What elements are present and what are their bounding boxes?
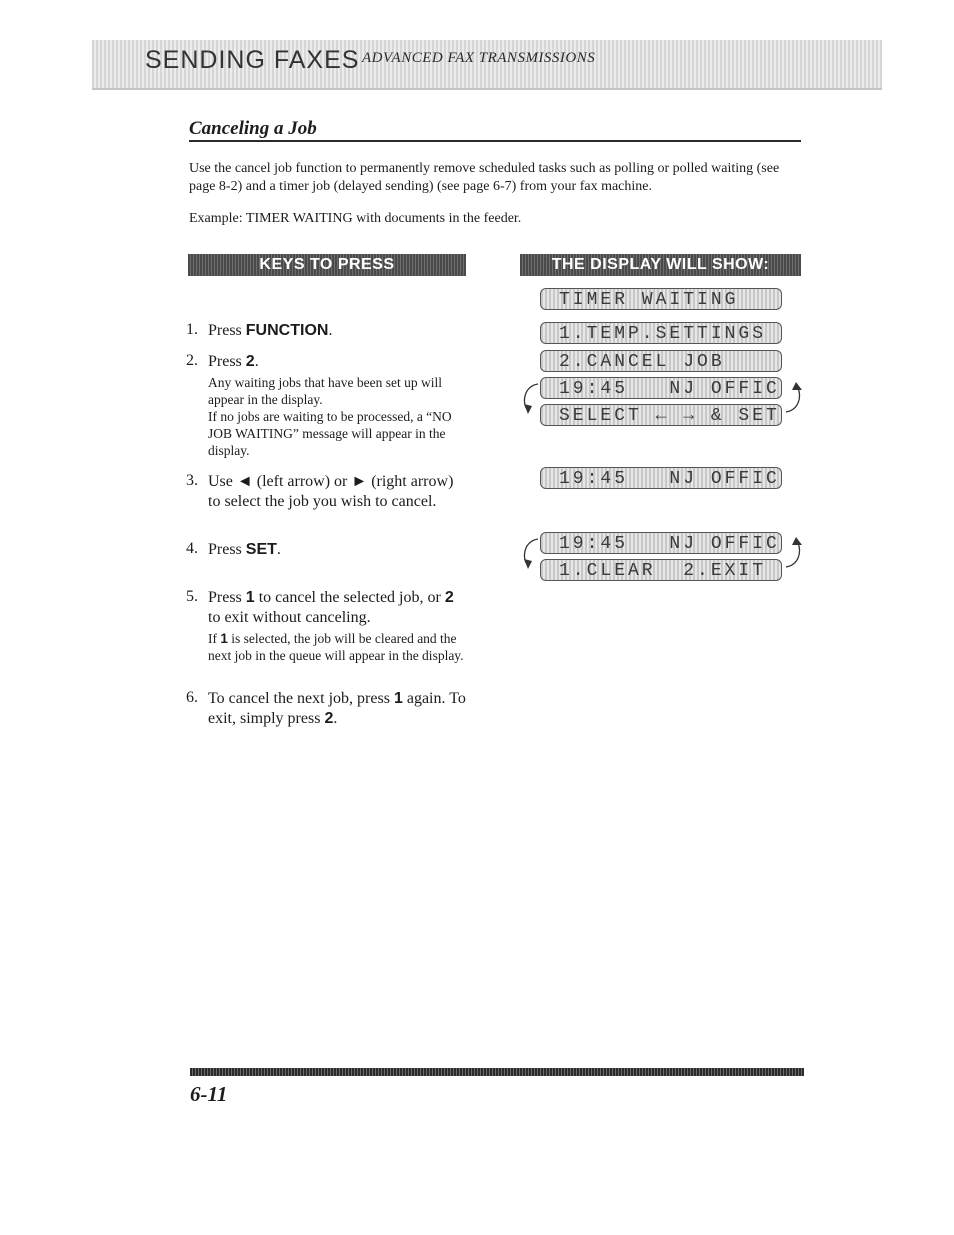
step-text-part: Use	[208, 473, 237, 490]
lcd-display-1: TIMER WAITING	[540, 288, 782, 310]
alternate-arrow-left-icon	[516, 535, 542, 575]
keys-to-press-heading: KEYS TO PRESS	[188, 254, 466, 276]
step-text-part: (right arrow) to select the job you wish to cancel.	[208, 473, 454, 510]
step-text	[208, 540, 466, 560]
alternate-arrow-left-icon	[516, 380, 542, 420]
step-note: Any waiting jobs that have been set up will appear in the display.	[208, 375, 442, 407]
step-text	[208, 689, 466, 729]
key-set: SET	[245, 541, 277, 558]
step-number: 1.	[186, 321, 198, 338]
step-text	[208, 472, 466, 512]
step-text-part: Press	[208, 589, 246, 606]
lcd-display-8: 1.CLEAR 2.EXIT	[540, 559, 782, 581]
note-part: If	[208, 631, 221, 646]
step-text-part: Press	[208, 353, 246, 370]
key-2: 2	[324, 710, 334, 727]
example-text: Example: TIMER WAITING with documents in the feeder.	[189, 211, 522, 226]
step-text-part: .	[254, 353, 259, 370]
right-arrow-icon: ►	[351, 473, 368, 490]
key-1: 1	[220, 631, 228, 646]
chapter-title: SENDING FAXES	[145, 46, 360, 74]
left-arrow-icon: ◄	[236, 473, 253, 490]
key-1: 1	[393, 690, 403, 707]
title-divider	[189, 140, 801, 142]
step-text-part: .	[333, 710, 338, 727]
step-text-part: to exit without canceling.	[208, 609, 371, 626]
step-number: 5.	[186, 588, 198, 605]
step-text-part: .	[276, 541, 281, 558]
step-note: If no jobs are waiting to be processed, a “NO JOB WAITING” message will appear in the display.	[208, 409, 452, 458]
step-number: 2.	[186, 352, 198, 369]
step-number: 3.	[186, 472, 198, 489]
step-text-part: (left arrow) or	[252, 473, 352, 490]
lcd-display-7: 19:45 NJ OFFIC	[540, 532, 782, 554]
lcd-display-3: 2.CANCEL JOB	[540, 350, 782, 372]
step-text-part: to cancel the selected job, or	[254, 589, 445, 606]
intro-paragraph: Use the cancel job function to permanently remove scheduled tasks such as polling or polled waiting (see page 8-2) and a timer job (delayed sending) (see page 6-7) from your fax machine.	[189, 161, 780, 194]
lcd-display-4: 19:45 NJ OFFIC	[540, 377, 782, 399]
step-text-part: .	[328, 322, 333, 339]
step-text	[208, 588, 466, 664]
section-title: Canceling a Job	[189, 118, 317, 139]
alternate-arrow-right-icon	[782, 380, 808, 420]
step-text	[208, 352, 466, 459]
lcd-display-5: SELECT ← → & SET	[540, 404, 782, 426]
step-number: 4.	[186, 540, 198, 557]
step-text-part: Press	[208, 541, 246, 558]
lcd-display-2: 1.TEMP.SETTINGS	[540, 322, 782, 344]
lcd-display-6: 19:45 NJ OFFIC	[540, 467, 782, 489]
footer-divider	[190, 1068, 804, 1076]
key-2: 2	[444, 589, 454, 606]
step-text-part: again. To exit, simply press	[208, 690, 466, 727]
key-function: FUNCTION	[245, 322, 329, 339]
display-will-show-heading: THE DISPLAY WILL SHOW:	[520, 254, 801, 276]
step-text-part: Press	[208, 322, 246, 339]
step-text	[208, 321, 466, 341]
step-number: 6.	[186, 689, 198, 706]
page-number: 6-11	[190, 1082, 228, 1106]
step-note	[208, 630, 466, 664]
step-text-part: To cancel the next job, press	[208, 690, 394, 707]
key-1: 1	[245, 589, 255, 606]
key-2: 2	[245, 353, 255, 370]
alternate-arrow-right-icon	[782, 535, 808, 575]
note-part: is selected, the job will be cleared and the next job in the queue will appear in the display.	[208, 631, 464, 663]
chapter-subtitle: ADVANCED FAX TRANSMISSIONS	[362, 50, 596, 66]
